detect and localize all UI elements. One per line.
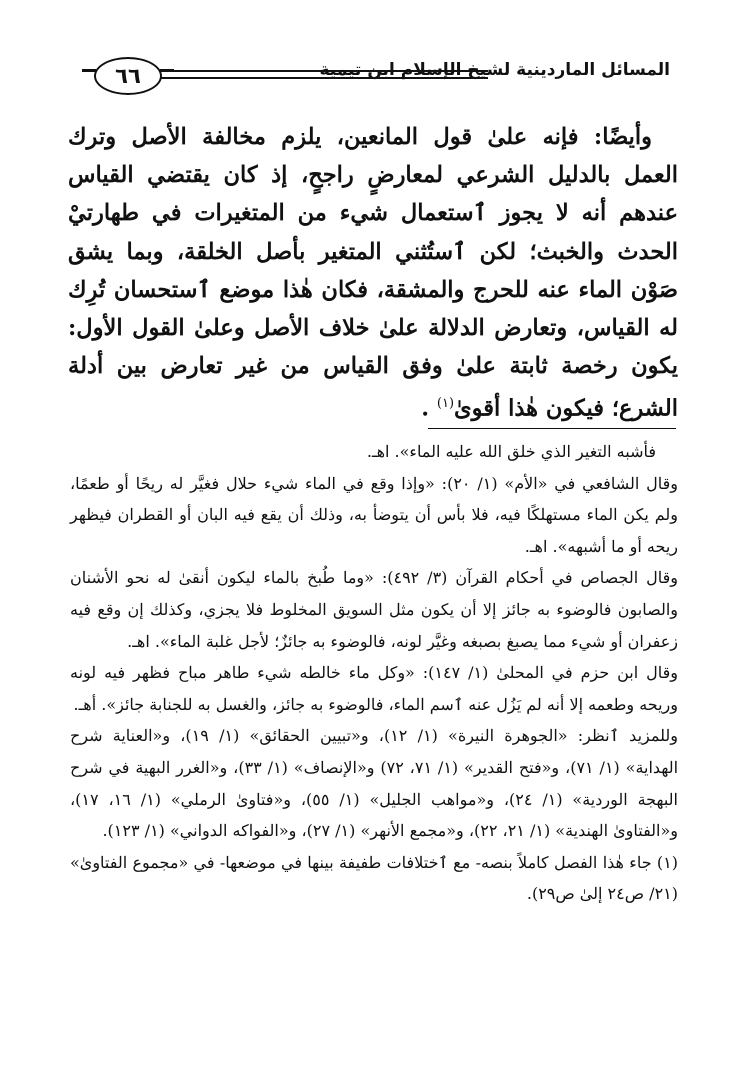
main-paragraph [68,118,678,428]
footnote-1: (١) جاء هٰذا الفصل كاملاً بنصه- مع ٱختلافات طفيفة بينها في موضعها- في «مجموع الفتاوىٰ» (٢١/ ص٢٤ إلىٰ ص٢٩). [70,852,678,904]
footnote-entry: وقال الجصاص في أحكام القرآن (٣/ ٤٩٢): «وما طُبخ بالماء ليكون أنقىٰ له نحو الأشنان والصابون فالوضوء به جائز إلا أن يكون مثل السويق المخلوط فلا يجزي، وكذلك إن وقع فيه زعفران أو شيء مما يصبغ بصبغه وغيَّر لونه، فالوضوء به جائزٌ؛ لأجل غلبة الماء». اهـ. [70,568,678,651]
footnote-entry: وقال ابن حزم في المحلىٰ (١/ ١٤٧): «وكل ماء خالطه شيء طاهر مباح فظهر فيه لونه وريحه وطعمه إلا أنه لم يَزُل عنه ٱسم الماء، فالوضوء به جائز، والغسل به للجنابة جائز». أهـ. [70,663,678,714]
page-number: ٦٦ [94,57,162,95]
footnote-continuation: فأشبه التغير الذي خلق الله عليه الماء». اهـ. [366,442,656,461]
footnote-entry: وللمزيد ٱنظر: «الجوهرة النيرة» (١/ ١٢)، و«تبيين الحقائق» (١/ ١٩)، و«العناية شرح الهداية» (١/ ٧١)، و«فتح القدير» (١/ ٧١، ٧٢) و«الإنصاف» (١/ ٣٣)، و«الغرر البهية في شرح البهجة الوردية» (١/ ٢٤)، و«مواهب الجليل» (١/ ٥٥)، و«فتاوىٰ الرملي» (١/ ١٦، ١٧)، و«الفتاوىٰ الهندية» (١/ ٢١، ٢٢)، و«مجمع الأنهر» (١/ ٢٧)، و«الفواكه الدواني» (١/ ١٢٣). [70,726,679,841]
footnote-reference[interactable]: (١) [436,396,455,412]
header-ornament [160,69,174,72]
footnote-entry: وقال الشافعي في «الأم» (١/ ٢٠): «وإذا وقع في الماء شيء حلال فغيَّر له ريحًا أو طعمًا، ولم يكن الماء مستهلكًا فيه، فلا بأس أن يتوضأ به، وذلك أن يقع فيه البان أو القطران فيظهر ريحه أو ما أشبهه». اهـ. [70,473,678,556]
footnote-separator [428,428,676,429]
header-rule [158,70,488,72]
paragraph-text: وأيضًا: فإنه علىٰ قول المانعين، يلزم مخالفة الأصل وترك العمل بالدليل الشرعي لمعارضٍ راجحٍ، إذ كان يقتضي القياس عندهم أنه لا يجوز ٱستعمال شيء من المتغيرات في طهارتيْ الحدث والخبث؛ لكن ٱستُثني المتغير بأصل الخلقة، وبما يشق صَوْن الماء عنه للحرج والمشقة، فكان هٰذا موضع ٱستحسان تُرِك له القياس، وتعارض الدلالة علىٰ خلاف الأصل وعلىٰ القول الأول: يكون رخصة ثابتة علىٰ وفق القياس من غير تعارض بين أدلة الشرع؛ فيكون هٰذا أقوىٰ [68,124,678,422]
footnotes [70,436,678,910]
running-title: المسائل الماردينية لشيخ الإسلام ابن تيمية [319,60,670,80]
page-header [88,54,674,98]
main-text [68,118,678,428]
header-rule [158,77,488,79]
end-mark: . [421,395,437,422]
